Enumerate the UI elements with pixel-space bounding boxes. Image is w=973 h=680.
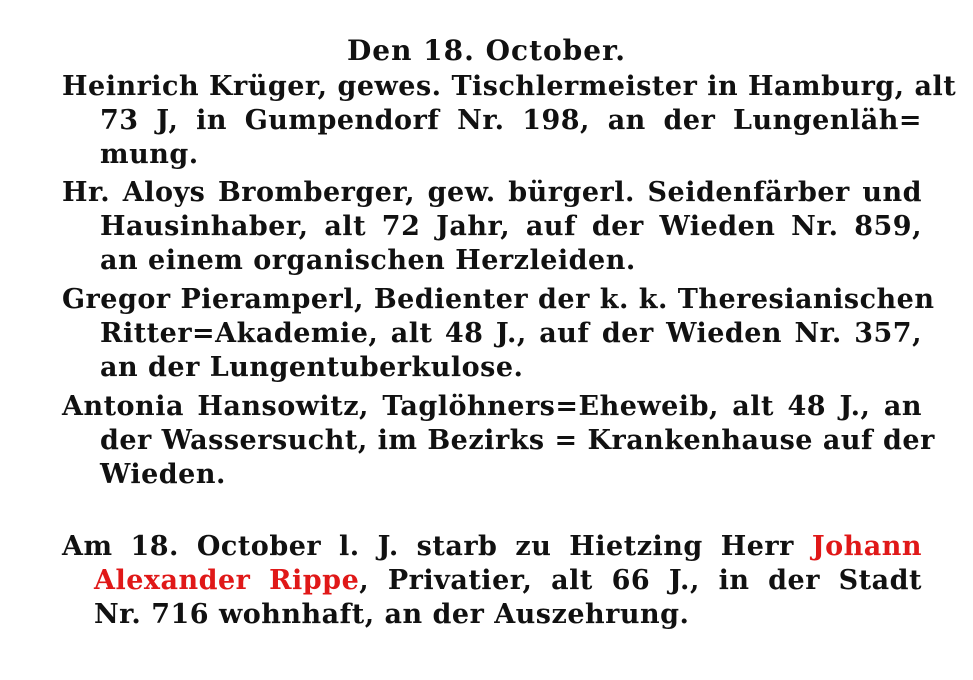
notice-line-3: Nr. 716 wohnhaft, an der Auszehrung. <box>94 599 690 630</box>
entry-line: 73 J, in Gumpendorf Nr. 198, an der Lungenläh= <box>100 105 922 136</box>
entry-line: Ritter=Akademie, alt 48 J., auf der Wieden Nr. 357, <box>100 318 922 349</box>
entry-line: Hr. Aloys Bromberger, gew. bürgerl. Seidenfärber und <box>62 177 922 208</box>
death-notice-entry <box>62 390 935 492</box>
entry-line: Hausinhaber, alt 72 Jahr, auf der Wieden Nr. 859, <box>100 211 922 242</box>
entry-line: Heinrich Krüger, gewes. Tischlermeister in Hamburg, alt <box>62 71 957 102</box>
entry-line: an einem organischen Herzleiden. <box>100 245 636 276</box>
highlighted-name: Alexander Rippe <box>94 565 360 596</box>
date-heading: Den 18. October. <box>346 34 627 67</box>
death-notice-entry <box>62 70 957 172</box>
highlighted-name: Johann <box>811 531 922 562</box>
entry-line: an der Lungentuberkulose. <box>100 352 524 383</box>
notice-line-1 <box>62 530 922 564</box>
entry-line: mung. <box>100 139 199 170</box>
notice-text: Am 18. October l. J. starb zu Hietzing Herr <box>62 531 812 562</box>
entry-line: Gregor Pieramperl, Bedienter der k. k. Theresianischen <box>62 284 935 315</box>
death-notice-entry <box>62 176 922 278</box>
entry-line: Antonia Hansowitz, Taglöhners=Eheweib, alt 48 J., an <box>62 391 922 422</box>
entry-line: der Wassersucht, im Bezirks = Krankenhause auf der <box>100 425 935 456</box>
notice-text: , Privatier, alt 66 J., in der Stadt <box>359 565 922 596</box>
notice-line-2 <box>62 564 922 598</box>
death-notice-entry <box>62 283 935 385</box>
entry-line: Wieden. <box>100 459 226 490</box>
private-death-notice <box>62 530 922 632</box>
